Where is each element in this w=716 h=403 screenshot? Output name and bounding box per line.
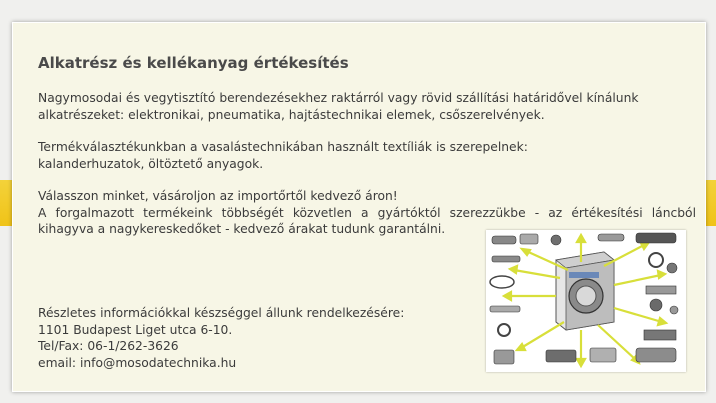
washing-machine-icon xyxy=(556,252,614,330)
contact-address: 1101 Budapest Liget utca 6-10. xyxy=(38,322,233,337)
parts-paragraph: Nagymosodai és vegytisztító berendezésekhez raktárról vagy rövid szállítási határidővel kínálunk alkatrészeket: elektronikai, pneumatika, hajtástechnikai elemek, csőszerelvények. xyxy=(38,91,639,122)
content-panel xyxy=(12,22,706,392)
contact-telfax: Tel/Fax: 06-1/262-3626 xyxy=(38,339,179,353)
contact-email[interactable]: email: info@mosodatechnika.hu xyxy=(38,355,237,370)
contact-block xyxy=(38,305,404,371)
content-text xyxy=(38,53,696,254)
textiles-paragraph xyxy=(38,139,696,172)
pricing-line-2: A forgalmazott termékeink többségét közvetlen a gyártóktól szerezzükbe - az értékesítési láncból kihagyva a nagykereskedőket - kedvező árakat tudunk garantálni. xyxy=(38,205,696,236)
contact-intro: Részletes információkkal készséggel állunk rendelkezésére: xyxy=(38,306,405,320)
pricing-line-1: Válasszon minket, vásároljon az importőrtől kedvező áron! xyxy=(38,189,398,203)
parts-illustration xyxy=(486,230,686,372)
machine-parts-diagram xyxy=(486,230,686,372)
textiles-line-2: kalanderhuzatok, öltöztető anyagok. xyxy=(38,156,264,171)
page-title: Alkatrész és kellékanyag értékesítés xyxy=(38,54,349,72)
textiles-line-1: Termékválasztékunkban a vasalástechnikában használt textíliák is szerepelnek: xyxy=(38,140,528,154)
